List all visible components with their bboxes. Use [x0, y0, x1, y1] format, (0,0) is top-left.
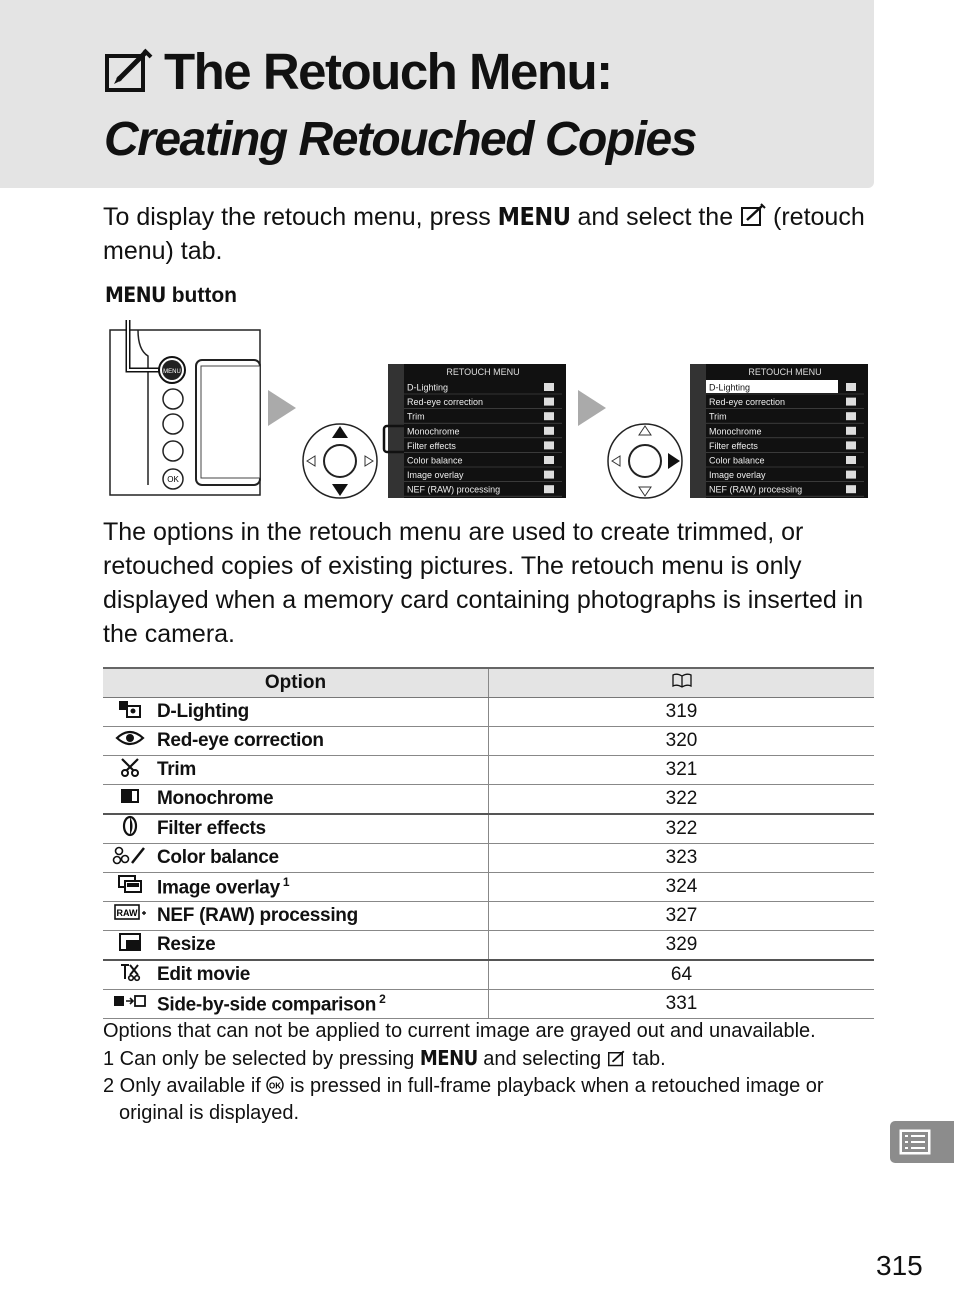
retouch-icon [740, 203, 766, 231]
page-reference: 327 [489, 902, 875, 931]
screen-menu-item: D-Lighting [709, 382, 751, 393]
screen-menu-item: D-Lighting [407, 382, 449, 393]
page-column-header [489, 668, 875, 698]
table-row [103, 931, 874, 961]
page-reference: 329 [489, 931, 875, 961]
page-reference: 322 [489, 814, 875, 844]
table-row [103, 960, 874, 990]
svg-text:RAW: RAW [116, 908, 138, 918]
d-lighting-icon [103, 698, 157, 727]
footnote-marker: 1 [279, 874, 290, 889]
option-name: Monochrome [157, 785, 489, 815]
screen-menu-item: Image overlay [709, 470, 766, 481]
option-name: Trim [157, 756, 489, 785]
table-row [103, 844, 874, 873]
option-column-header: Option [103, 668, 489, 698]
screen-title: RETOUCH MENU [748, 367, 822, 377]
resize-icon [103, 931, 157, 961]
menu-button-caption: MENU button [105, 283, 238, 307]
screen-menu-item: Filter effects [709, 440, 758, 451]
edit-movie-icon [103, 960, 157, 990]
screen-menu-item: Color balance [407, 455, 463, 466]
option-name: NEF (RAW) processing [157, 902, 489, 931]
option-name: Filter effects [157, 814, 489, 844]
svg-text:OK: OK [167, 475, 179, 484]
intro-text: To display the retouch menu, press MENU and select the (retouch menu) tab. [103, 202, 865, 265]
trim-icon [103, 756, 157, 785]
table-row [103, 785, 874, 815]
table-header [103, 668, 874, 698]
multi-selector-right [608, 424, 682, 498]
title-banner [0, 0, 874, 188]
monochrome-icon [103, 785, 157, 815]
screen-menu-item: NEF (RAW) processing [709, 484, 803, 495]
retouch-icon [607, 1048, 627, 1070]
retouch-options-table [103, 667, 874, 1019]
menu-label: MENU [497, 202, 571, 231]
svg-text:MENU: MENU [163, 369, 181, 375]
retouch-menu-screen-1 [384, 364, 566, 498]
option-name: Red-eye correction [157, 727, 489, 756]
table-row [103, 698, 874, 727]
nef-raw-icon [103, 902, 157, 931]
option-name: Resize [157, 931, 489, 961]
option-name: D-Lighting [157, 698, 489, 727]
page-reference: 324 [489, 873, 875, 902]
table-row [103, 990, 874, 1019]
page-title-line1 [104, 42, 612, 105]
screen-menu-item: Monochrome [407, 426, 460, 437]
red-eye-icon [103, 727, 157, 756]
section-tab [890, 1121, 954, 1163]
filter-effects-icon [103, 814, 157, 844]
note-2: 2 Only available if OK is pressed in full-frame playback when a retouched image or original is displayed. [103, 1075, 824, 1124]
page-reference: 319 [489, 698, 875, 727]
option-name: Image overlay $^1$ [157, 873, 489, 902]
color-balance-icon [103, 844, 157, 873]
ok-button-icon [266, 1075, 284, 1097]
footnote-marker: 2 [376, 991, 386, 1006]
retouch-menu-screen-2 [690, 364, 868, 498]
camera-back-drawing [110, 320, 260, 495]
image-overlay-icon [103, 873, 157, 902]
retouch-icon [104, 46, 154, 105]
screen-menu-item: Monochrome [709, 426, 762, 437]
page-reference: 323 [489, 844, 875, 873]
side-by-side-icon [103, 990, 157, 1019]
screen-menu-item: Trim [407, 411, 425, 422]
screen-menu-item: NEF (RAW) processing [407, 484, 501, 495]
screen-menu-item: Red-eye correction [709, 397, 786, 408]
description-paragraph: The options in the retouch menu are used to create trimmed, or retouched copies of existing pictures. The retouch menu is only displayed when a memory card containing photographs is inserted in the camera. [103, 518, 864, 648]
option-name: Side-by-side comparison $^2$ [157, 990, 489, 1019]
page-reference: 321 [489, 756, 875, 785]
option-name: Edit movie [157, 960, 489, 990]
screen-menu-item: Image overlay [407, 470, 464, 481]
arrow-icon [268, 390, 296, 426]
page-number: 315 [876, 1250, 923, 1281]
note-general: Options that can not be applied to current image are grayed out and unavailable. [103, 1020, 816, 1042]
procedure-figure [108, 320, 872, 502]
screen-menu-item: Color balance [709, 455, 765, 466]
option-name: Color balance [157, 844, 489, 873]
screen-menu-item: Red-eye correction [407, 397, 484, 408]
camera-illustration [108, 320, 872, 502]
book-icon [672, 672, 692, 693]
note-1: 1 Can only be selected by pressing MENU and selecting tab. [103, 1046, 666, 1070]
page-reference: 320 [489, 727, 875, 756]
table-row [103, 756, 874, 785]
arrow-icon [578, 390, 606, 426]
screen-menu-item: Filter effects [407, 440, 456, 451]
page-reference: 64 [489, 960, 875, 990]
table-row [103, 902, 874, 931]
svg-text:OK: OK [269, 1081, 282, 1091]
multi-selector-up-down [303, 424, 377, 498]
page-reference: 322 [489, 785, 875, 815]
screen-menu-item: Trim [709, 411, 727, 422]
table-row [103, 873, 874, 902]
table-row [103, 814, 874, 844]
title-text: The Retouch Menu: [164, 43, 612, 100]
menu-list-icon [890, 1150, 954, 1167]
page-title-line2: Creating Retouched Copies [104, 113, 696, 166]
screen-title: RETOUCH MENU [446, 367, 520, 377]
footnotes [103, 1018, 873, 1127]
page-reference: 331 [489, 990, 875, 1019]
table-row [103, 727, 874, 756]
